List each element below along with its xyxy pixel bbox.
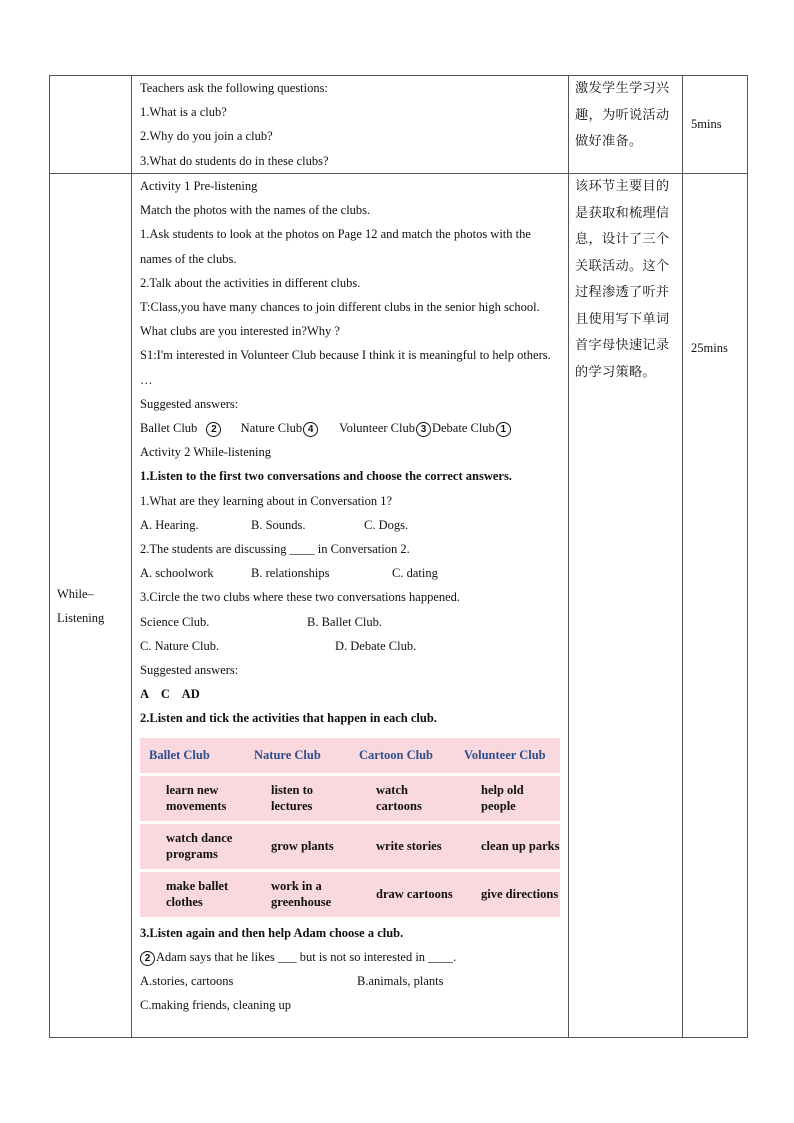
table-row <box>140 824 560 869</box>
column-header: Volunteer Club <box>455 738 560 773</box>
option: B. Ballet Club. <box>307 614 382 629</box>
activity-title: Activity 1 Pre-listening <box>140 179 258 193</box>
suggested-label: Suggested answers: <box>140 396 239 411</box>
text-line: 3.What do students do in these clubs? <box>140 153 329 168</box>
question <box>140 945 562 969</box>
option: B. relationships <box>251 566 330 581</box>
column-header: Nature Club <box>245 738 350 773</box>
purpose-cell <box>569 174 683 1038</box>
text-line: S1:I'm interested in Volunteer Club because I think it is meaningful to help others. <box>140 348 551 363</box>
text-line: Teachers ask the following questions: <box>140 81 328 95</box>
column-header: Ballet Club <box>140 738 245 773</box>
club-activities-table <box>140 738 560 917</box>
table-cell: learn new movements <box>140 776 245 821</box>
answer-club: Nature Club <box>240 421 303 436</box>
option: C. Dogs. <box>364 517 409 532</box>
question: 2.The students are discussing ____ in Conversation 2. <box>140 542 410 557</box>
time-cell <box>683 76 748 174</box>
lesson-plan-table <box>49 75 748 1038</box>
option: A.stories, cartoons <box>140 974 234 989</box>
suggested-label: Suggested answers: <box>140 663 239 678</box>
question-text: Adam says that he likes ___ but is not so interested in ____. <box>156 949 457 964</box>
options <box>140 513 562 537</box>
task-heading: 1.Listen to the first two conversations and choose the correct answers. <box>140 469 512 484</box>
circled-number: 2 <box>206 422 221 437</box>
text-line: 2.Talk about the activities in different clubs. <box>140 275 361 290</box>
time-cell <box>683 174 748 1038</box>
text-line: 1.What is a club? <box>140 105 227 120</box>
phase-label <box>50 582 131 630</box>
phase-label-line: While– <box>57 586 94 601</box>
table-row <box>50 174 748 1038</box>
option: D. Debate Club. <box>335 638 417 653</box>
circled-number: 1 <box>496 422 511 437</box>
activity-title: Activity 2 While-listening <box>140 445 271 460</box>
phase-label-line: Listening <box>57 610 105 625</box>
text-line: 2.Why do you join a club? <box>140 129 273 144</box>
table-cell: watch dance programs <box>140 824 245 869</box>
ellipsis: … <box>140 372 153 387</box>
answer-club: Ballet Club <box>140 421 198 436</box>
question: 1.What are they learning about in Conversation 1? <box>140 493 393 508</box>
table-cell: give directions <box>455 872 560 917</box>
answers: A C AD <box>140 687 200 702</box>
options <box>140 969 562 993</box>
option: Science Club. <box>140 614 210 629</box>
text-line: T:Class,you have many chances to join different clubs in the senior high school. What clubs are you interested in?Why ? <box>140 300 540 339</box>
answer-club: Debate Club <box>431 421 495 436</box>
options <box>140 610 562 634</box>
table-cell: watch cartoons <box>350 776 455 821</box>
task-heading: 2.Listen and tick the activities that happen in each club. <box>140 711 437 726</box>
answer-club: Volunteer Club <box>339 421 415 436</box>
options <box>140 561 562 585</box>
option: B. Sounds. <box>251 517 306 532</box>
options <box>140 634 562 658</box>
time-text: 5mins <box>691 117 722 131</box>
option: C.making friends, cleaning up <box>140 998 292 1013</box>
table-row <box>50 76 748 174</box>
purpose-cell <box>569 76 683 174</box>
circled-number: 3 <box>416 422 431 437</box>
option: A. schoolwork <box>140 566 214 581</box>
task-heading: 3.Listen again and then help Adam choose a club. <box>140 925 404 940</box>
table-cell: clean up parks <box>455 824 560 869</box>
circled-number: 4 <box>303 422 318 437</box>
table-cell: help old people <box>455 776 560 821</box>
circled-number: 2 <box>140 951 155 966</box>
table-row <box>140 776 560 821</box>
table-row <box>140 872 560 917</box>
phase-cell <box>50 76 132 174</box>
table-cell: make ballet clothes <box>140 872 245 917</box>
options <box>140 993 562 1017</box>
match-answers <box>140 416 562 440</box>
table-row <box>140 738 560 773</box>
activity-cell <box>132 174 569 1038</box>
option: A. Hearing. <box>140 517 199 532</box>
option: C. dating <box>392 566 438 581</box>
question: 3.Circle the two clubs where these two conversations happened. <box>140 590 461 605</box>
table-cell: work in a greenhouse <box>245 872 350 917</box>
table-cell: listen to lectures <box>245 776 350 821</box>
text-line: Match the photos with the names of the clubs. <box>140 203 371 218</box>
table-cell: draw cartoons <box>350 872 455 917</box>
time-text: 25mins <box>691 341 728 355</box>
table-cell: write stories <box>350 824 455 869</box>
activity-cell <box>132 76 569 174</box>
phase-cell <box>50 174 132 1038</box>
option: C. Nature Club. <box>140 638 220 653</box>
purpose-text: 激发学生学习兴趣，为听说活动做好准备。 <box>575 81 670 149</box>
option: B.animals, plants <box>357 974 444 989</box>
table-cell: grow plants <box>245 824 350 869</box>
text-line: 1.Ask students to look at the photos on Page 12 and match the photos with the names of the clubs. <box>140 227 531 266</box>
purpose-text: 该环节主要目的是获取和梳理信息，设计了三个关联活动。这个过程渗透了听并且使用写下单词首字母快速记录的学习策略。 <box>575 179 670 380</box>
column-header: Cartoon Club <box>350 738 455 773</box>
